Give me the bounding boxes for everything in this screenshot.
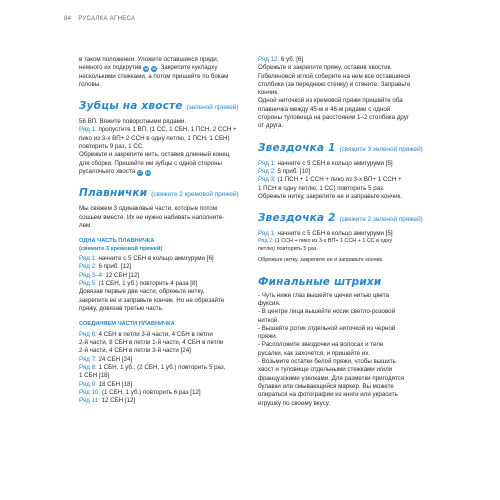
instruction-line: Гобеленовой иглой соберите на нем все оставшиеся — [258, 72, 411, 80]
instruction-line: Ряд 12: 6 уб. [6] — [258, 56, 304, 63]
final-line: - Возьмите остатки белой пряжи, чтобы вышить — [258, 358, 396, 366]
fins-intro-line: лем. — [79, 221, 93, 229]
instruction-line: Ряд 1: начните с 5 СБН в кольцо амигуруми [5] — [258, 230, 393, 238]
instruction-line: Довязав первые две части, обрежьте нитку, — [79, 288, 205, 296]
instruction-line: Ряд 1: начните с 5 СБН в кольцо амигуруми [6] — [79, 255, 214, 263]
instruction-line: Одной ниточкой из кремовой пряжи пришейте оба — [258, 97, 403, 105]
step-icon: 17 — [137, 170, 142, 175]
instruction-line: Ряд 7: 24 СБН [24] — [79, 355, 133, 363]
final-line: булавки или смывающийся маркер. Вы можете — [258, 382, 394, 390]
instruction-line: 2-й части, 8 СБН в петли 1-й части, 4 СБН в петли — [79, 339, 224, 347]
left-column — [79, 56, 245, 405]
instruction-line: Ряд 5: (1 СБН, 1 уб.) повторить 4 раза [8] — [79, 280, 198, 288]
instruction-line: столбики (за переднюю стенку) и стяните. Заправьте — [258, 80, 411, 88]
instruction-line: Ряд 2: 6 приб. [12] — [79, 263, 132, 271]
instruction-line: 1 ПСН в одну петлю, 1 СС) повторить 5 раз. — [258, 184, 385, 192]
instruction-line: Обрежьте нитку, закрепите ее и заправьте кончик. — [258, 192, 402, 200]
instruction-line: повторить 9 раз, 1 СС. — [79, 143, 144, 151]
intro-line: несколькими стежками, а потом пришейте по бокам — [79, 72, 229, 80]
instruction-line: Ряд 1: пропустите 1 ВП, (1 СС, 1 СБН, 1 ПСН, 2 ССН + — [79, 126, 237, 134]
instruction-line: Обрежьте и закрепите пряжу, оставив хвостик. — [258, 64, 392, 72]
running-title: РУСАЛКА АГНЕСА — [78, 16, 136, 22]
instruction-line: петлю) повторить 5 раз. — [258, 245, 318, 252]
final-line: фуксия. — [258, 299, 281, 307]
subsection-title-fin-part: ОДНА ЧАСТЬ ПЛАВНИЧКА — [79, 238, 155, 245]
instruction-line: Ряд 2: (1 ССН + пико из 3-х ВП+ 1 ССН + 1 СС в одну — [258, 238, 393, 245]
instruction-line: Ряд 3: (1 ПСН + 1 ССН + пико из 3-х ВП+ 1 ССН + — [258, 176, 402, 184]
instruction-line: Ряд 3–4: 12 СБН [12] — [79, 271, 140, 279]
final-line: опираться на фотографии из книги или украсить — [258, 391, 398, 399]
instruction-line: Ряд 1: начните с 5 СБН в кольцо амигуруми [5] — [258, 159, 393, 167]
step-icon: 16 — [152, 67, 157, 72]
fins-intro-line: Мы свяжем 3 одинаковые части, которые потом — [79, 205, 217, 213]
instruction-line: Обрежьте нитку, закрепите ее и заправьте кончик. — [258, 257, 384, 264]
intro-line: головы. — [79, 80, 102, 88]
step-icon: 15 — [144, 67, 149, 72]
intro-line: в таком положении. Уложите оставшиеся пряди, — [79, 56, 219, 63]
instruction-line: русалочьего хвоста 17 18 — [79, 167, 150, 175]
right-column — [258, 56, 426, 408]
final-line: французскими узелками. Для разметки пригодятся — [258, 374, 405, 382]
final-line: - Вышейте ротик отдельной ниточкой из черной — [258, 324, 396, 332]
instruction-line: 56 ВП. Вяжите поворотными рядами. — [79, 118, 187, 126]
section-title-star-1: Звездочка 1 (свяжите 3 зеленой пряжей) — [258, 141, 423, 154]
instruction-line: Обрежьте и закрепите нить, оставив длинный конец — [79, 151, 230, 159]
instruction-line: Ряд 2: 5 приб. [10] — [258, 167, 311, 175]
instruction-line: плавничка между 45-м и 46-м рядами с одной — [258, 105, 391, 113]
section-title-fins: Плавнички (свяжите 2 кремовой пряжей) — [79, 187, 239, 200]
instruction-line: от друга. — [258, 122, 284, 130]
instruction-line: пряжу, довязав третью часть. — [79, 304, 164, 312]
final-line: ниткой. — [258, 316, 280, 324]
section-title-final: Финальные штрихи — [258, 275, 382, 288]
final-line: хвост и туловище отдельными стежками и/или — [258, 366, 393, 374]
instruction-line: пико из 3-х ВП+ 2 ССН в одну петлю, 1 ПСН, 1 СБН) — [79, 134, 230, 142]
fins-intro-line: сошьем вместе. Их не нужно набивать наполните- — [79, 213, 225, 221]
final-line: - Чуть ниже глаз вышейте щечки нитью цвета — [258, 291, 389, 299]
final-line: пряжи. — [258, 333, 278, 341]
subsection-title-join: СОЕДИНЯЕМ ЧАСТИ ПЛАВНИЧКА — [79, 321, 175, 328]
instruction-line: закрепите ее и заправьте кончик. Но не обрезайте — [79, 296, 225, 304]
instruction-line: Ряд 8: 1 СБН, 1 уб., (2 СБН, 1 уб.) повторить 5 раз, — [79, 363, 226, 371]
page-number: 84 — [64, 16, 72, 22]
instruction-line: Ряд 10: (1 СБН, 1 уб.) повторить 6 раз [12] — [79, 388, 201, 396]
instruction-line: для сборки. Пришейте им зубцы с одной стороны — [79, 159, 222, 167]
final-list — [258, 292, 426, 408]
instruction-line: Ряд 6: 4 СБН в петли 3-й части, 4 СБН в петли — [79, 330, 213, 338]
page-header — [64, 16, 135, 22]
final-line: русалки, как захочется, и пришейте их. — [258, 349, 371, 357]
instruction-line: кончик. — [258, 89, 279, 97]
instruction-line: Ряд 9: 18 СБН [18] — [79, 380, 133, 388]
instruction-line: 1 СБН [18] — [79, 372, 110, 380]
instruction-line: 2-й части, 4 СБН в петли 3-й части [24] — [79, 347, 191, 355]
section-title-star-2: Звездочка 2 (свяжите 2 зеленой пряжей) — [258, 212, 423, 225]
final-line: игрушку по своему вкусу. — [258, 399, 330, 407]
final-line: - Расположите звездочки на волосах и теле — [258, 341, 384, 349]
intro-line: немного их подкрутив 15 16. Закрепите кукладху — [79, 64, 218, 72]
step-icon: 18 — [145, 170, 150, 175]
teeth-instructions — [79, 118, 245, 176]
final-line: - В центре лица вышейте носик светло-розовой — [258, 308, 396, 316]
instruction-line: стороны туловища на расстоянии 1–2 столбика друг — [258, 114, 410, 122]
subsection-note: (свяжите 3 кремовой пряжей) — [79, 245, 163, 252]
section-title-teeth: Зубцы на хвосте (зеленой пряжей) — [79, 100, 239, 113]
instruction-line: Ряд 11: 12 СБН [12] — [79, 397, 136, 405]
